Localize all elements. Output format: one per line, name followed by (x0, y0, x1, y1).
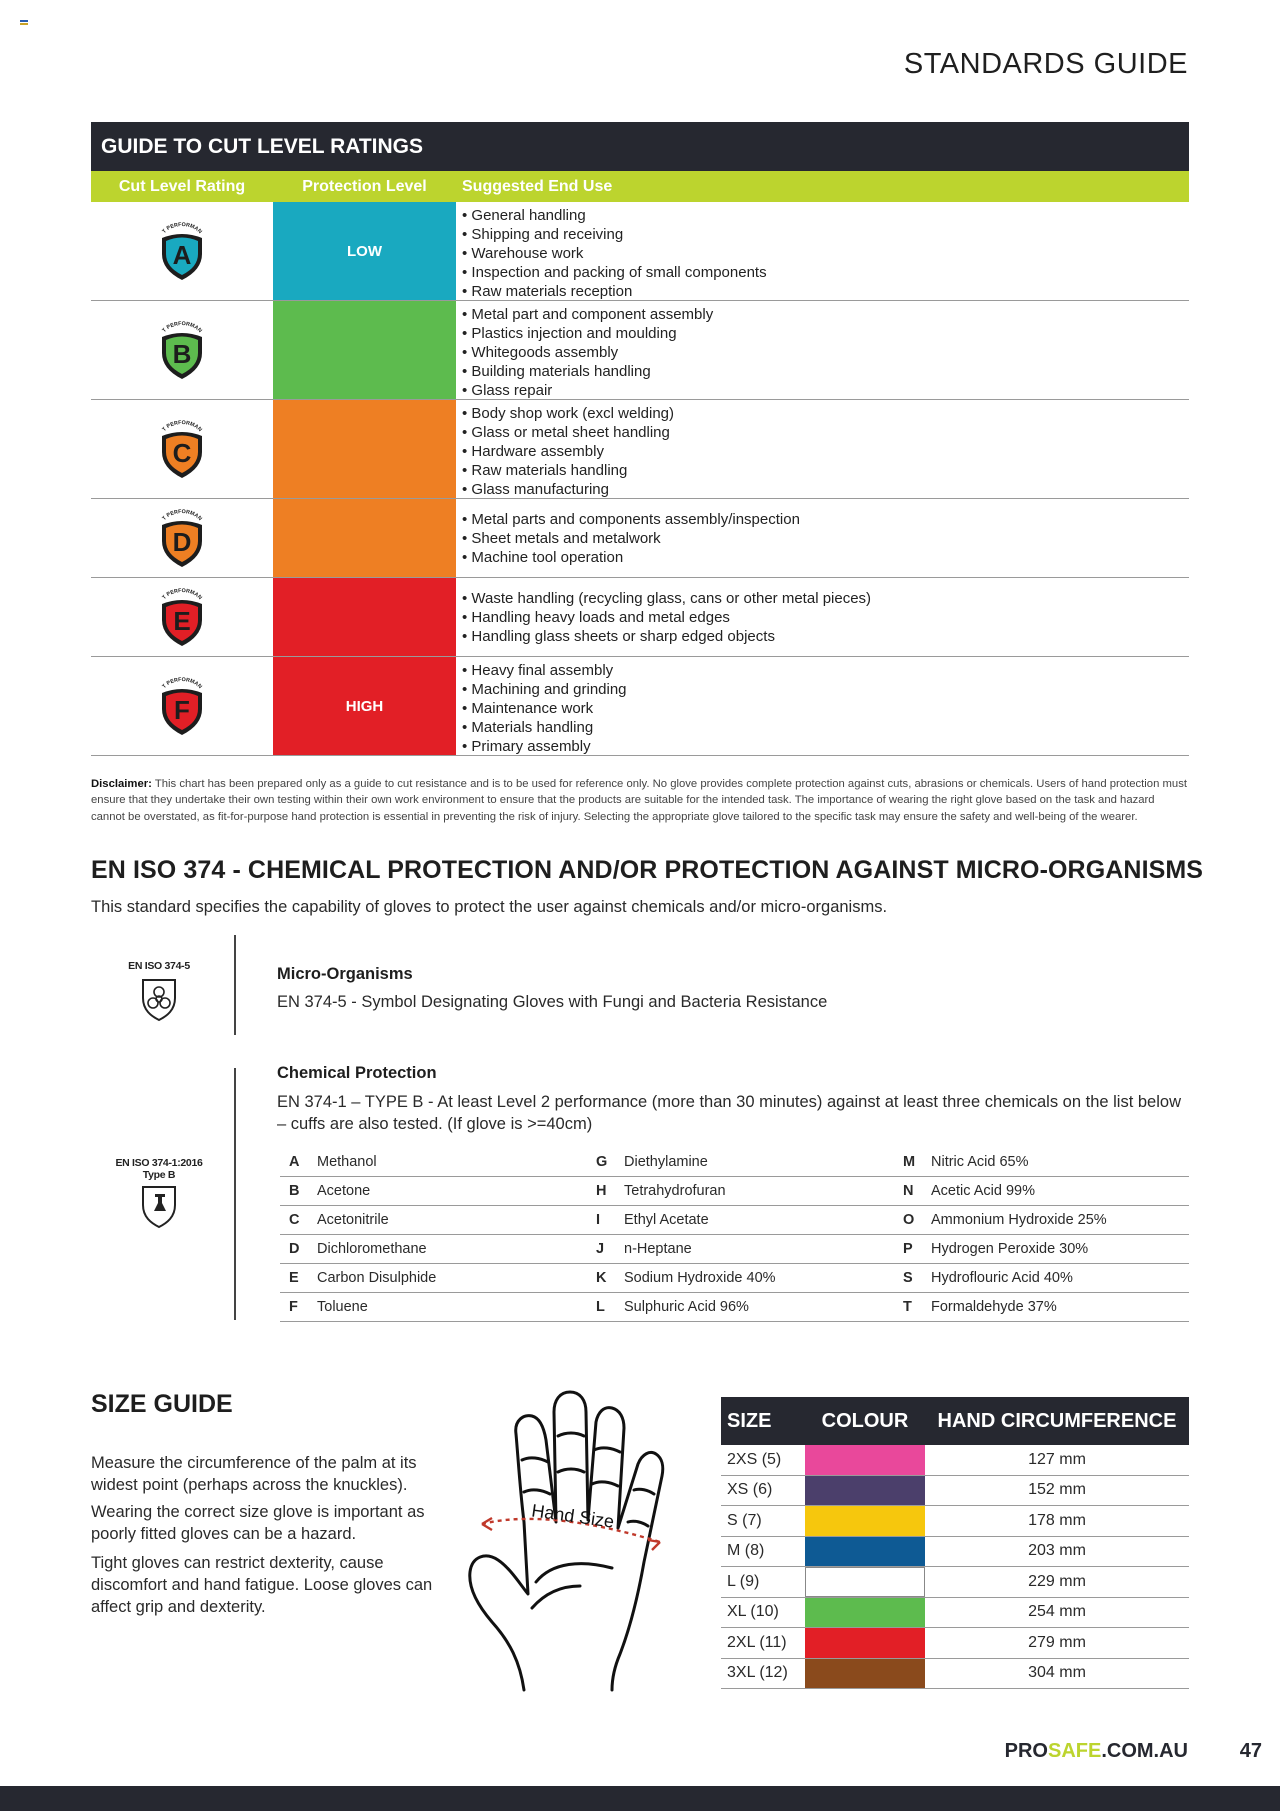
use-item: • General handling (462, 206, 1189, 225)
cut-performance-shield-icon (154, 505, 210, 571)
use-item: • Warehouse work (462, 244, 1189, 263)
use-item: • Waste handling (recycling glass, cans or other metal pieces) (462, 589, 1189, 608)
chemical-letter: H (596, 1183, 607, 1199)
use-item: • Whitegoods assembly (462, 343, 1189, 362)
suggested-use-cell (456, 657, 1189, 755)
cut-table-body (91, 202, 1189, 756)
chemical-item (886, 1270, 1189, 1286)
cut-performance-shield-icon (154, 416, 210, 482)
chemical-letter: T (903, 1299, 912, 1315)
biohazard-shield-icon (139, 976, 179, 1022)
chemical-row (280, 1206, 1189, 1235)
cut-rating-cell (91, 400, 273, 498)
size-table-body (721, 1445, 1189, 1689)
protection-level-cell: LOW (273, 202, 456, 300)
chemical-letter: J (596, 1241, 605, 1257)
size-label: XL (10) (727, 1603, 779, 1621)
use-item: • Maintenance work (462, 699, 1189, 718)
iso374-intro: This standard specifies the capability of gloves to protect the user against chemicals and/or micro-organisms. (91, 898, 888, 916)
icon-label: EN ISO 374-1:2016 (115, 1157, 203, 1169)
brand-text: .COM.AU (1101, 1740, 1188, 1762)
chemical-name: Nitric Acid 65% (931, 1154, 1029, 1170)
chemical-item (886, 1212, 1189, 1228)
size-guide-para: Tight gloves can restrict dexterity, cause discomfort and hand fatigue. Loose gloves can affect grip and dexterity. (91, 1554, 433, 1616)
protection-level-cell (273, 578, 456, 656)
size-colour-swatch (805, 1537, 925, 1567)
chemical-protection-text: EN 374-1 – TYPE B - At least Level 2 performance (more than 30 minutes) against at least three chemicals on the list below – cuffs are also tested. (If glove is >=40cm) (277, 1093, 1181, 1133)
chemical-item (280, 1299, 583, 1315)
protection-level-cell (273, 400, 456, 498)
chemical-name: Acetonitrile (317, 1212, 389, 1228)
hand-circumference: 203 mm (1028, 1542, 1086, 1560)
size-row (721, 1506, 1189, 1537)
chemical-name: Tetrahydrofuran (624, 1183, 726, 1199)
chemical-item (280, 1154, 583, 1170)
chemical-item (583, 1154, 886, 1170)
page-number: 47 (1239, 1740, 1262, 1762)
cut-performance-shield-icon (154, 317, 210, 383)
flask-shield-icon (139, 1183, 179, 1229)
cut-rating-cell (91, 301, 273, 399)
protection-level-cell (273, 499, 456, 577)
col-suggested-end-use: Suggested End Use (462, 178, 613, 195)
col-hand-circumference: HAND CIRCUMFERENCE (937, 1409, 1177, 1432)
chemical-letter: B (289, 1183, 300, 1199)
chemical-item (280, 1183, 583, 1199)
chemical-name: Carbon Disulphide (317, 1270, 437, 1286)
size-row (721, 1476, 1189, 1507)
chemical-item (583, 1183, 886, 1199)
biohazard-standard-icon (113, 960, 205, 1025)
size-colour-swatch (805, 1476, 925, 1506)
badge-caption: T PERFORMAN (161, 677, 203, 691)
use-item: • Inspection and packing of small components (462, 263, 1189, 282)
cut-level-table (91, 122, 1189, 756)
protection-level-cell: HIGH (273, 657, 456, 755)
chemical-letter: F (289, 1299, 298, 1315)
chemical-name: Formaldehyde 37% (931, 1299, 1057, 1315)
suggested-use-cell (456, 301, 1189, 399)
chemical-letter: E (289, 1270, 299, 1286)
cut-rating-cell (91, 578, 273, 656)
chemical-letter: N (903, 1183, 914, 1199)
chemical-name: Toluene (317, 1299, 368, 1315)
use-item: • Metal parts and components assembly/inspection (462, 510, 1189, 529)
use-item: • Sheet metals and metalwork (462, 529, 1189, 548)
use-item: • Body shop work (excl welding) (462, 404, 1189, 423)
icon-sublabel: Type B (142, 1169, 176, 1181)
protection-level-cell (273, 301, 456, 399)
chemical-item (583, 1299, 886, 1315)
disclaimer (91, 776, 1189, 825)
badge-caption: T PERFORMAN (161, 222, 203, 236)
cut-rating-cell (91, 657, 273, 755)
chemical-letter: G (596, 1154, 608, 1170)
chemical-name: Acetone (317, 1183, 371, 1199)
chemical-name: Methanol (317, 1154, 377, 1170)
use-item: • Shipping and receiving (462, 225, 1189, 244)
cut-performance-shield-icon (154, 584, 210, 650)
chemical-item (583, 1241, 886, 1257)
chemical-item (280, 1270, 583, 1286)
brand-logo (1005, 1740, 1188, 1763)
use-item: • Handling heavy loads and metal edges (462, 608, 1189, 627)
chemical-letter: C (289, 1212, 300, 1228)
chemical-item (886, 1183, 1189, 1199)
cut-letter: D (172, 527, 192, 557)
divider-line (234, 935, 236, 1035)
hand-circumference: 178 mm (1028, 1511, 1086, 1529)
chemical-letter: L (596, 1299, 605, 1315)
size-table (721, 1397, 1189, 1689)
chemical-letter: M (903, 1154, 916, 1170)
chemical-letter: I (596, 1212, 601, 1228)
suggested-use-cell (456, 499, 1189, 577)
cut-level-row (91, 657, 1189, 756)
size-label: 2XL (11) (727, 1633, 787, 1651)
cut-letter: B (172, 339, 192, 369)
size-colour-swatch (805, 1445, 925, 1475)
size-guide-title: SIZE GUIDE (91, 1390, 233, 1418)
hand-circumference: 229 mm (1028, 1572, 1086, 1590)
cut-letter: C (172, 438, 192, 468)
size-label: 2XS (5) (727, 1450, 782, 1468)
use-item: • Materials handling (462, 718, 1189, 737)
chemical-row (280, 1293, 1189, 1322)
suggested-use-cell (456, 400, 1189, 498)
cut-letter: E (173, 606, 191, 636)
micro-organisms-text: EN 374-5 - Symbol Designating Gloves with Fungi and Bacteria Resistance (277, 993, 828, 1011)
chemical-letter: O (903, 1212, 915, 1228)
chemical-row (280, 1148, 1189, 1177)
cut-level-row (91, 301, 1189, 400)
size-guide-para: Measure the circumference of the palm at its widest point (perhaps across the knuckles). (91, 1454, 417, 1494)
chemical-item (583, 1270, 886, 1286)
chemical-name: Ammonium Hydroxide 25% (931, 1212, 1107, 1228)
use-item: • Heavy final assembly (462, 661, 1189, 680)
size-row (721, 1445, 1189, 1476)
size-label: XS (6) (727, 1481, 773, 1499)
col-colour: COLOUR (821, 1409, 909, 1432)
brand-text: PRO (1004, 1740, 1048, 1762)
size-row (721, 1567, 1189, 1598)
use-item: • Plastics injection and moulding (462, 324, 1189, 343)
chemical-name: Hydroflouric Acid 40% (931, 1270, 1073, 1286)
cut-table-header (91, 171, 1189, 202)
brand-text-accent: SAFE (1047, 1740, 1102, 1762)
cut-letter: A (172, 240, 192, 270)
disclaimer-label: Disclaimer: (91, 778, 152, 790)
footer-bar (0, 1786, 1280, 1811)
chemical-letter: S (903, 1270, 913, 1286)
size-colour-swatch (805, 1659, 925, 1689)
size-guide-para: Wearing the correct size glove is important as poorly fitted gloves can be a hazard. (91, 1503, 425, 1543)
chemical-row (280, 1235, 1189, 1264)
chemical-item (280, 1212, 583, 1228)
size-colour-swatch (805, 1506, 925, 1536)
size-row (721, 1659, 1189, 1690)
badge-caption: T PERFORMAN (161, 420, 203, 434)
col-protection-level: Protection Level (302, 178, 427, 195)
suggested-use-cell (456, 578, 1189, 656)
suggested-use-cell (456, 202, 1189, 300)
use-item: • Metal part and component assembly (462, 305, 1189, 324)
chemical-name: Hydrogen Peroxide 30% (931, 1241, 1089, 1257)
hand-circumference: 279 mm (1028, 1633, 1086, 1651)
chemical-name: Acetic Acid 99% (931, 1183, 1035, 1199)
col-size: SIZE (727, 1409, 772, 1432)
iso374-title: EN ISO 374 - CHEMICAL PROTECTION AND/OR PROTECTION AGAINST MICRO-ORGANISMS (91, 856, 1204, 884)
size-table-header (721, 1397, 1189, 1445)
use-item: • Building materials handling (462, 362, 1189, 381)
chemical-item (583, 1212, 886, 1228)
size-label: L (9) (727, 1572, 760, 1590)
hand-circumference: 127 mm (1028, 1450, 1086, 1468)
chemical-row (280, 1264, 1189, 1293)
micro-organisms-heading: Micro-Organisms (277, 965, 413, 983)
size-label: 3XL (12) (727, 1664, 788, 1682)
use-item: • Glass manufacturing (462, 480, 1189, 499)
use-item: • Raw materials handling (462, 461, 1189, 480)
cut-rating-cell (91, 499, 273, 577)
chemical-letter: A (289, 1154, 300, 1170)
size-colour-swatch (805, 1598, 925, 1628)
chemical-standard-icon (108, 1157, 210, 1232)
cut-level-row (91, 202, 1189, 301)
badge-caption: T PERFORMAN (161, 321, 203, 335)
size-row (721, 1598, 1189, 1629)
chemical-letter: P (903, 1241, 913, 1257)
chemical-name: Diethylamine (624, 1154, 708, 1170)
chemical-name: Dichloromethane (317, 1241, 427, 1257)
chemical-item (886, 1299, 1189, 1315)
use-item: • Handling glass sheets or sharp edged objects (462, 627, 1189, 646)
page-title: STANDARDS GUIDE (903, 48, 1188, 80)
divider-line (234, 1068, 236, 1320)
hand-circumference: 254 mm (1028, 1603, 1086, 1621)
chemical-letter: D (289, 1241, 300, 1257)
chemical-protection-heading: Chemical Protection (277, 1064, 437, 1082)
size-row (721, 1628, 1189, 1659)
chemical-name: Ethyl Acetate (624, 1212, 709, 1228)
hand-circumference: 304 mm (1028, 1664, 1086, 1682)
corner-flag-icon (20, 20, 28, 26)
size-colour-swatch (805, 1628, 925, 1658)
cut-level-row (91, 578, 1189, 657)
chemical-item (886, 1241, 1189, 1257)
use-item: • Glass repair (462, 381, 1189, 400)
use-item: • Glass or metal sheet handling (462, 423, 1189, 442)
chemical-list-table (280, 1148, 1189, 1322)
size-row (721, 1537, 1189, 1568)
cut-performance-shield-icon (154, 218, 210, 284)
cut-letter: F (174, 695, 190, 725)
size-label: S (7) (727, 1511, 762, 1529)
chemical-letter: K (596, 1270, 607, 1286)
chemical-name: n-Heptane (624, 1241, 692, 1257)
chemical-row (280, 1177, 1189, 1206)
size-label: M (8) (727, 1542, 765, 1560)
chemical-item (280, 1241, 583, 1257)
chemical-item (886, 1154, 1189, 1170)
cut-table-title: GUIDE TO CUT LEVEL RATINGS (91, 122, 1189, 171)
icon-label: EN ISO 374-5 (128, 960, 190, 972)
hand-size-label: Hand Size (530, 1500, 616, 1532)
use-item: • Machining and grinding (462, 680, 1189, 699)
hand-measure-illustration (462, 1372, 682, 1692)
cut-level-row (91, 400, 1189, 499)
hand-circumference: 152 mm (1028, 1481, 1086, 1499)
disclaimer-text: This chart has been prepared only as a guide to cut resistance and is to be used for reference only. No glove provides complete protection against cuts, abrasions or chemicals. Users of hand protection must ensure that they undertake their own testing within their own work environment to ensure that the products are suitable for the intended task. The importance of wearing the right glove based on the task and hazard cannot be overstated, as fit-for-purpose hand protection is essential in preventing the risk of injury. Selecting the appropriate glove tailored to the specific task may ensure the safety and well-being of the wearer. (91, 778, 1187, 823)
chemical-name: Sulphuric Acid 96% (624, 1299, 749, 1315)
cut-level-row (91, 499, 1189, 578)
size-colour-swatch (805, 1567, 925, 1597)
chemical-name: Sodium Hydroxide 40% (624, 1270, 776, 1286)
use-item: • Raw materials reception (462, 282, 1189, 301)
badge-caption: T PERFORMAN (161, 588, 203, 602)
cut-rating-cell (91, 202, 273, 300)
use-item: • Hardware assembly (462, 442, 1189, 461)
use-item: • Machine tool operation (462, 548, 1189, 567)
badge-caption: T PERFORMAN (161, 509, 203, 523)
col-cut-level-rating: Cut Level Rating (118, 178, 246, 195)
use-item: • Primary assembly (462, 737, 1189, 756)
cut-performance-shield-icon (154, 673, 210, 739)
